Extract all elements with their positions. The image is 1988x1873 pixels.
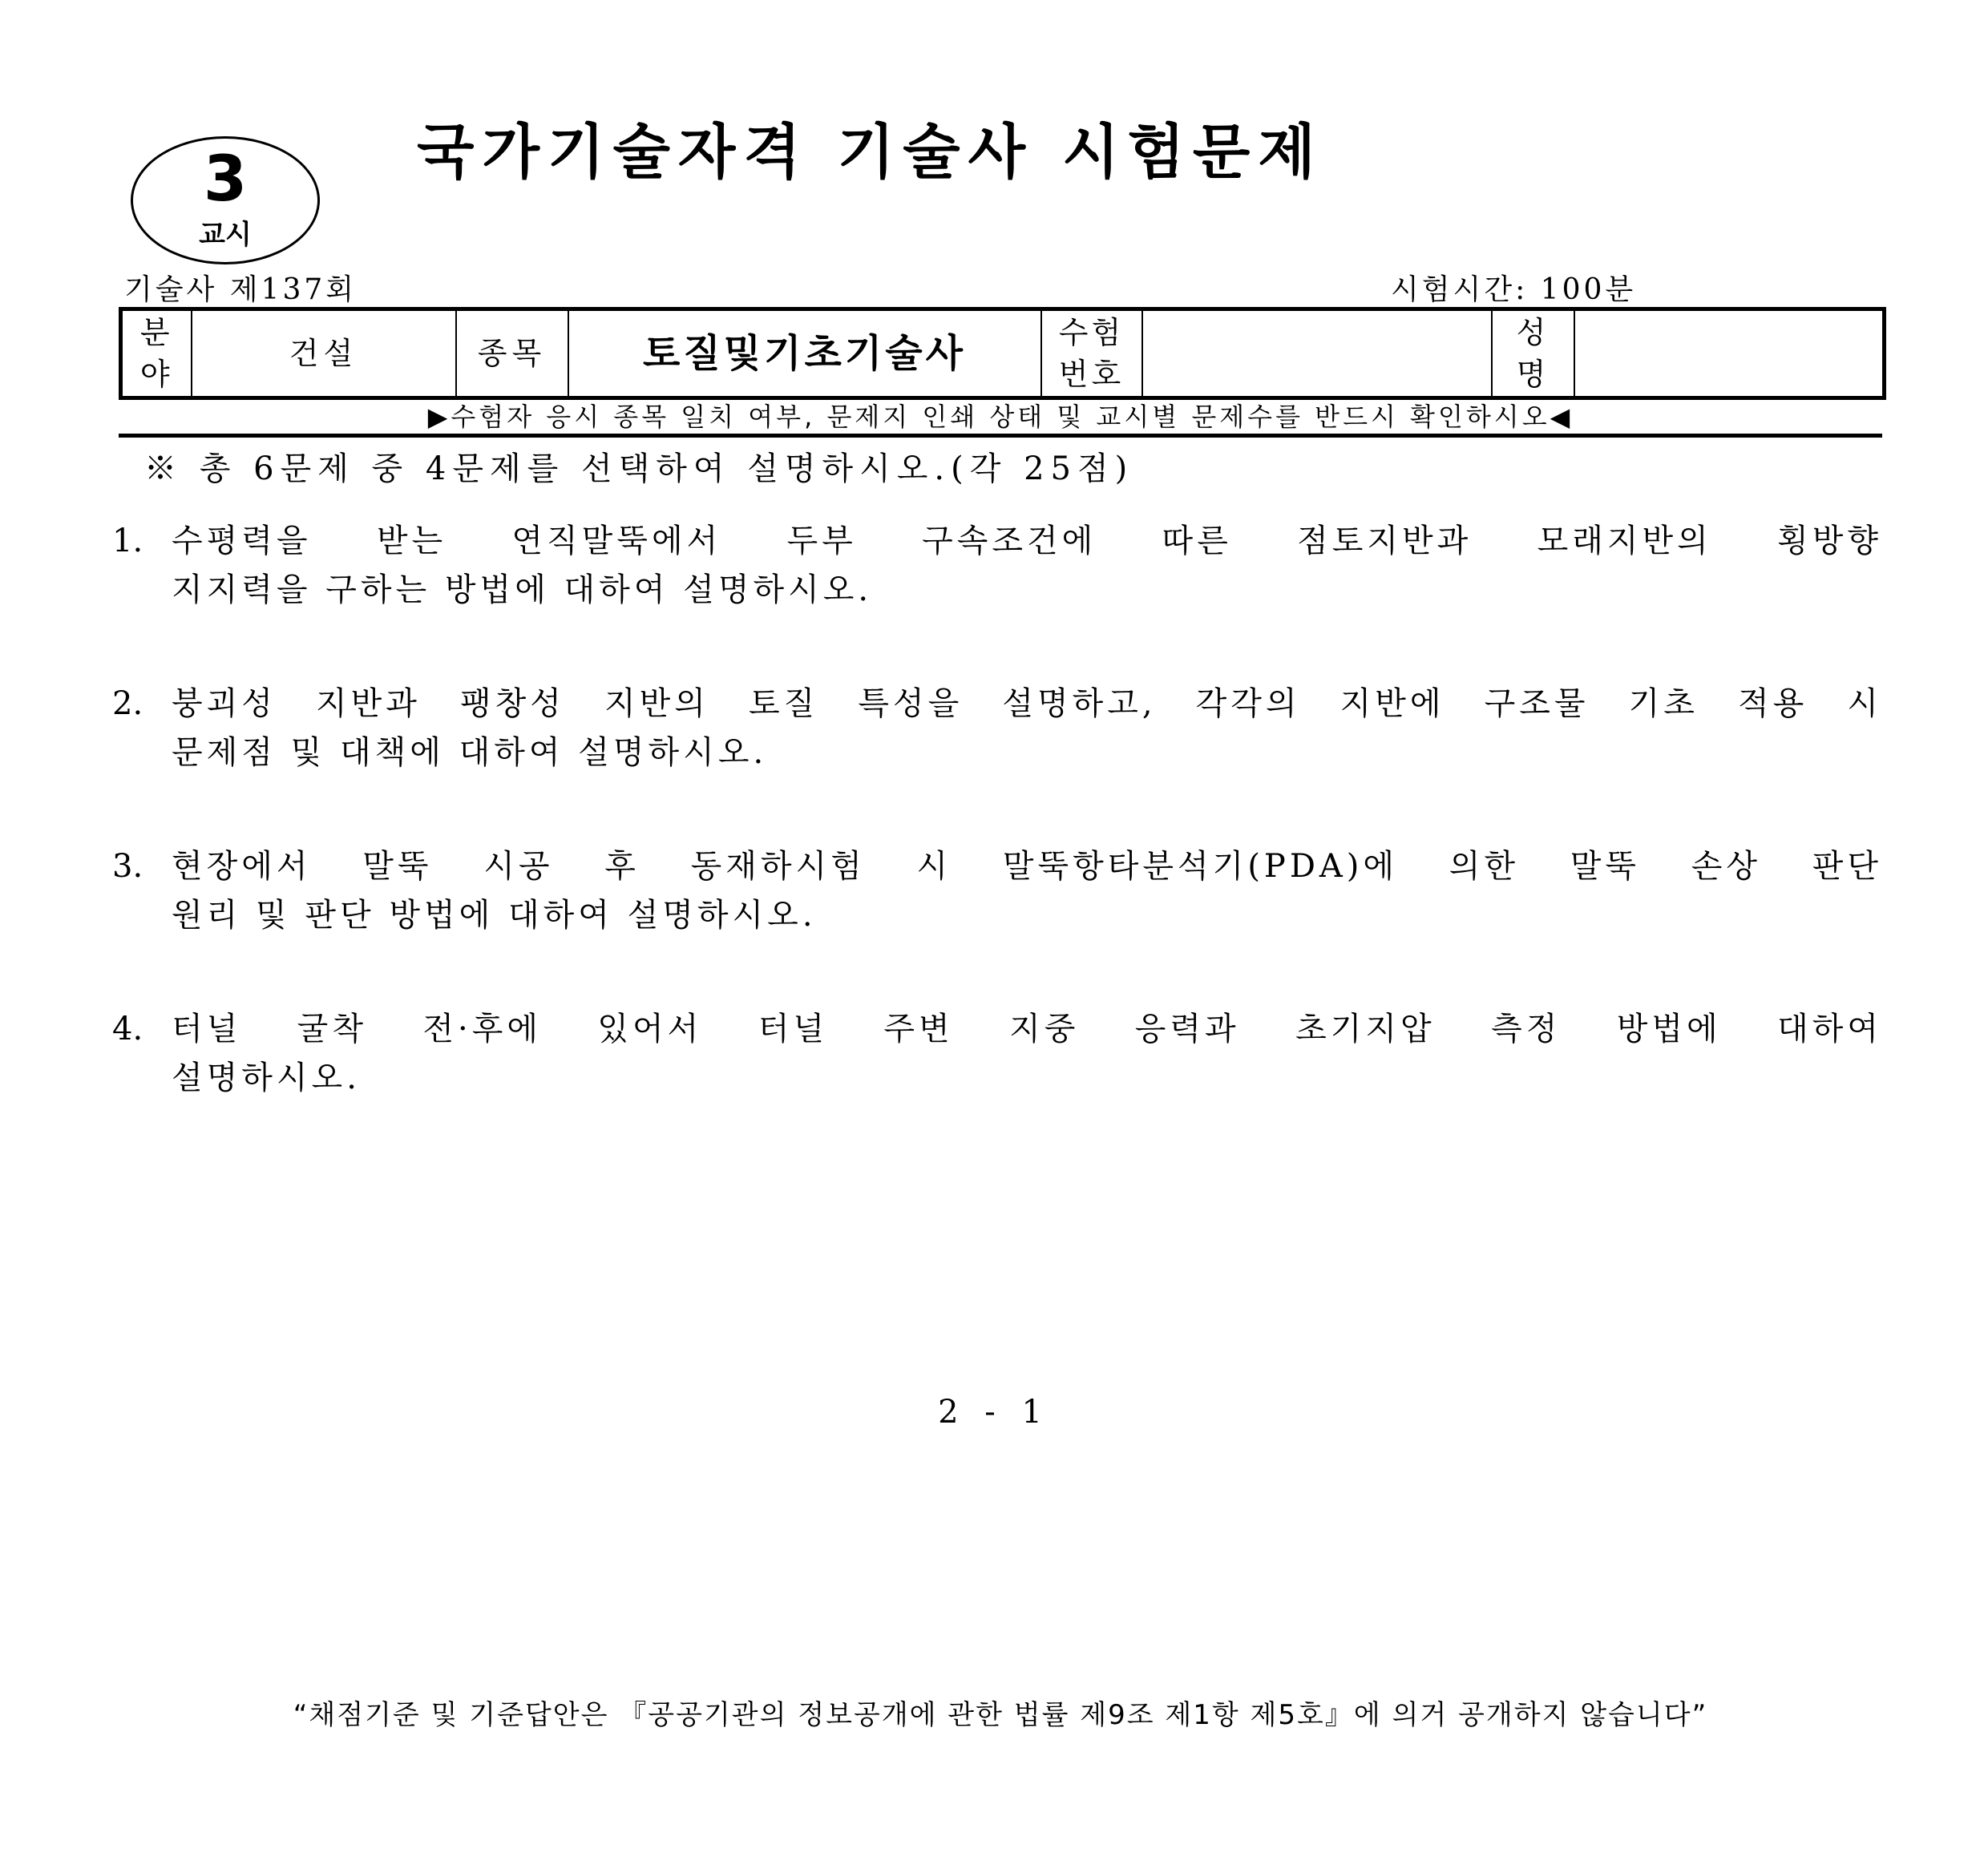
session-label: 교시 (199, 219, 252, 251)
question-number: 3. (112, 848, 143, 885)
category-value: 토질및기초기술사 (568, 309, 1041, 398)
exam-number-label-line-2: 번호 (1058, 357, 1125, 392)
exam-duration: 시험시간: 100분 (1391, 273, 1637, 306)
name-label-line-1: 성 (1516, 315, 1550, 350)
question-text-line-2: 원리 및 판단 방법에 대하여 설명하시오. (172, 897, 817, 934)
name-label-cell (1492, 309, 1574, 398)
instruction: ※ 총 6문제 중 4문제를 선택하여 설명하시오.(각 25점) (144, 450, 1134, 487)
session-number: 3 (203, 143, 248, 216)
question-item (112, 842, 1882, 940)
exam-number-label-line-1: 수험 (1058, 315, 1125, 350)
question-number: 4. (112, 1011, 143, 1048)
name-label-line-2: 명 (1516, 357, 1550, 392)
question-item (112, 680, 1882, 777)
session-badge (131, 136, 320, 264)
question-number: 1. (112, 523, 143, 559)
question-text-line-1: 붕괴성 지반과 팽창성 지반의 토질 특성을 설명하고, 각각의 지반에 구조물 기초 적용 시 (172, 685, 1882, 722)
category-label: 종목 (456, 309, 568, 398)
check-notice: ▶수험자 응시 종목 일치 여부, 문제지 인쇄 상태 및 교시별 문제수를 반드시 확인하시오◀ (427, 402, 1574, 432)
field-label-line-1: 분 (139, 315, 173, 350)
name-field[interactable] (1574, 309, 1885, 398)
page-number: 2 - 1 (938, 1394, 1050, 1431)
field-value: 건설 (192, 309, 456, 398)
question-text-line-2: 문제점 및 대책에 대하여 설명하시오. (172, 734, 768, 771)
exam-session: 기술사 제137회 (124, 273, 358, 306)
exam-number-field[interactable] (1142, 309, 1492, 398)
question-text-line-2: 지지력을 구하는 방법에 대하여 설명하시오. (172, 571, 873, 608)
exam-number-label-cell (1041, 309, 1142, 398)
question-text-line-1: 현장에서 말뚝 시공 후 동재하시험 시 말뚝항타분석기(PDA)에 의한 말뚝 손상 판단 (172, 848, 1882, 885)
exam-info-table (119, 307, 1886, 400)
question-item (112, 1005, 1882, 1103)
question-text-line-2: 설명하시오. (172, 1060, 361, 1096)
question-text-line-1: 수평력을 받는 연직말뚝에서 두부 구속조건에 따른 점토지반과 모래지반의 횡방향 (172, 523, 1882, 559)
field-label-line-2: 야 (139, 357, 173, 392)
page-title: 국가기술자격 기술사 시험문제 (417, 118, 1323, 187)
question-number: 2. (112, 685, 143, 722)
question-text-line-1: 터널 굴착 전·후에 있어서 터널 주변 지중 응력과 초기지압 측정 방법에 대하여 (172, 1011, 1882, 1048)
footer-notice: “채점기준 및 기준답안은 『공공기관의 정보공개에 관한 법률 제9조 제1항 제5호』에 의거 공개하지 않습니다” (293, 1699, 1708, 1731)
divider (119, 434, 1882, 438)
field-label-cell (121, 309, 192, 398)
question-item (112, 517, 1882, 615)
